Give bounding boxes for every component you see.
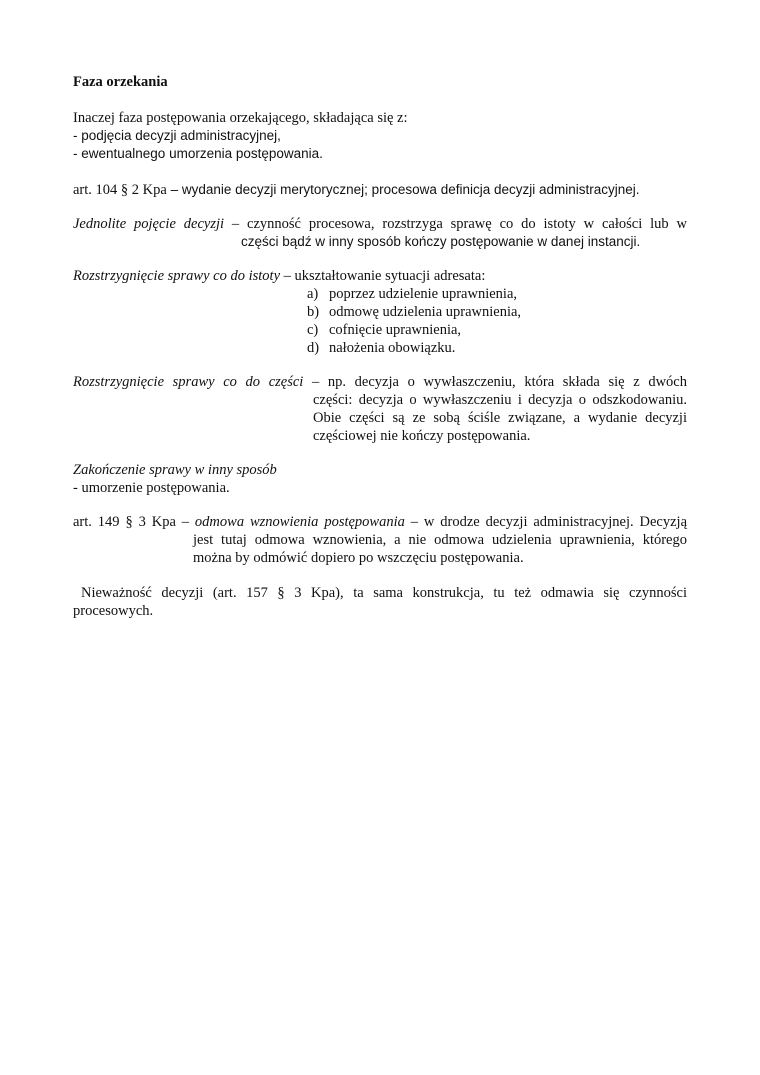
list-text: poprzez udzielenie uprawnienia, — [329, 286, 518, 302]
art104-ref: art. 104 § 2 Kpa — [73, 182, 167, 198]
inny-term: Zakończenie sprawy w inny sposób — [73, 462, 277, 478]
inny-text: - umorzenie postępowania. — [73, 480, 230, 496]
czesc-line-4: częściowej nie kończy postępowania. — [313, 428, 531, 444]
art149-continuation — [73, 531, 687, 567]
czesc-term: Rozstrzygnięcie sprawy co do części — [73, 374, 304, 390]
art149-line-3: można by odmówić dopiero po wszczęciu postępowania. — [193, 550, 524, 566]
czesc-line-3: Obie części są ze sobą ściśle związane, a wydanie decyzji — [313, 410, 687, 426]
intro-item: - podjęcia decyzji administracyjnej, — [73, 128, 281, 143]
jednolite-text-1: – czynność procesowa, rozstrzyga sprawę co do istoty w całości lub w — [224, 216, 688, 232]
intro-item: - ewentualnego umorzenia postępowania. — [73, 146, 323, 161]
list-label: a) — [307, 286, 319, 302]
art104-paragraph — [73, 181, 687, 199]
czesc-continuation — [73, 391, 687, 445]
art149-line-2: jest tutaj odmowa wznowienia, a nie odmowa udzielenia uprawnienia, którego — [193, 532, 687, 548]
art149-ref: art. 149 § 3 Kpa — [73, 514, 176, 530]
page-title — [73, 73, 687, 91]
art149-term: odmowa wznowienia postępowania — [194, 514, 405, 530]
niewaznosc-paragraph — [73, 584, 687, 620]
list-item — [307, 321, 687, 339]
czesc-line-1 — [73, 373, 687, 391]
list-item — [307, 339, 687, 357]
art149-dash: – — [175, 514, 195, 530]
istota-term: Rozstrzygnięcie sprawy co do istoty — [73, 268, 281, 284]
title-text: Faza orzekania — [73, 74, 168, 90]
list-label: b) — [307, 304, 320, 320]
intro-line: Inaczej faza postępowania orzekającego, składająca się z: — [73, 110, 408, 126]
niewaznosc-line-2: procesowych. — [73, 603, 154, 619]
list-text: nałożenia obowiązku. — [329, 340, 456, 356]
intro-paragraph — [73, 109, 687, 163]
jednolite-paragraph — [73, 215, 687, 251]
list-text: odmowę udzielenia uprawnienia, — [329, 304, 522, 320]
niewaznosc-line-1: Nieważność decyzji (art. 157 § 3 Kpa), ta sama konstrukcja, tu też odmawia się czynności — [81, 585, 687, 601]
list-label: c) — [307, 322, 319, 338]
art149-text-1: – w drodze decyzji administracyjnej. Decyzją — [404, 514, 688, 530]
istota-paragraph — [73, 267, 687, 357]
jednolite-line-2: części bądź w inny sposób kończy postępowanie w danej instancji. — [241, 234, 641, 249]
art149-line-1 — [73, 513, 687, 531]
czesc-line-2: części: decyzja o wywłaszczeniu i decyzja o odszkodowaniu. — [313, 392, 687, 408]
art104-text: – wydanie decyzji merytorycznej; procesowa definicja decyzji administracyjnej. — [166, 182, 640, 197]
list-text: cofnięcie uprawnienia, — [329, 322, 462, 338]
istota-list — [73, 285, 687, 357]
list-label: d) — [307, 340, 320, 356]
czesc-paragraph — [73, 373, 687, 445]
istota-text: – ukształtowanie sytuacji adresata: — [280, 268, 486, 284]
art149-paragraph — [73, 513, 687, 567]
inny-paragraph — [73, 461, 687, 497]
list-item — [307, 285, 687, 303]
list-item — [307, 303, 687, 321]
istota-line — [73, 267, 687, 285]
jednolite-line-1 — [73, 215, 687, 233]
jednolite-term: Jednolite pojęcie decyzji — [73, 216, 225, 232]
czesc-text-1: – np. decyzja o wywłaszczeniu, która składa się z dwóch — [303, 374, 687, 390]
